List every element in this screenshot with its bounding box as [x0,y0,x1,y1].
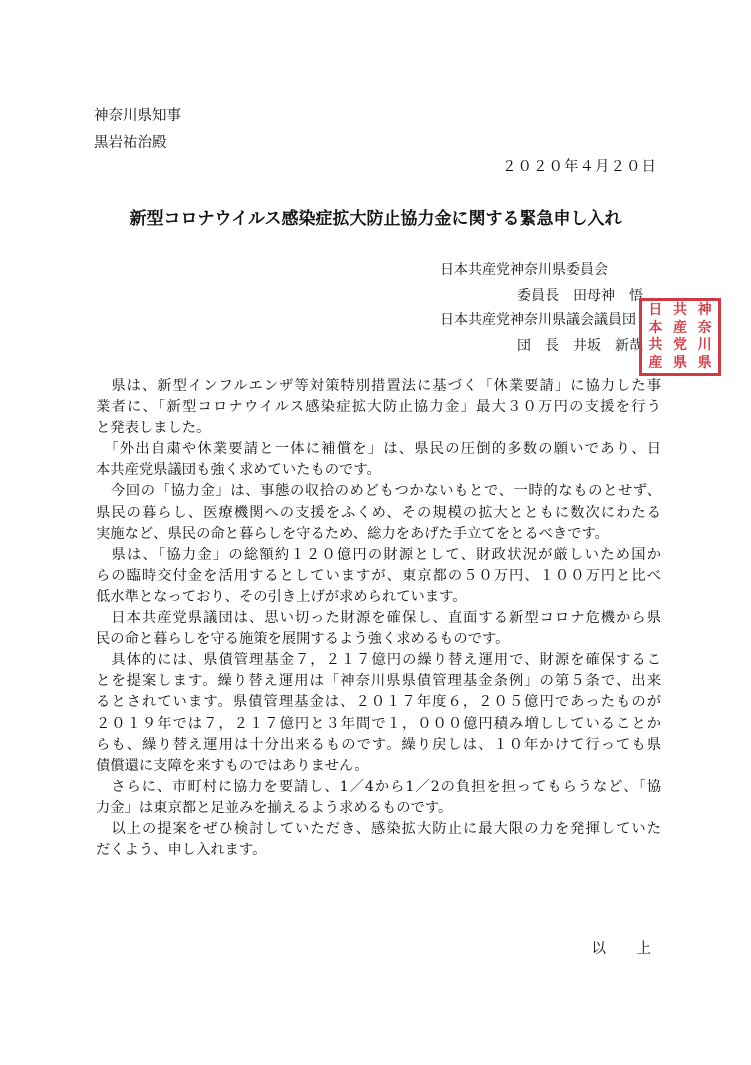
body-line: 民の命と暮らしを守る施策を展開するよう強く求めるものです。 [96,631,510,648]
seal-character: 県 [697,354,712,371]
body-line: さらに、市町村に協力を要請し、1／4から1／2の負担を担ってもらうなど、「協 [96,778,661,795]
body-line: 業者に、「新型コロナウイルス感染症拡大防止協力金」最大３０万円の支援を行う [96,399,661,416]
sender-person-1: 委員長 田母神 悟 [517,288,643,304]
body-line: るとされています。県債管理基金は、２０１７年度６，２０５億円であったものが [96,694,661,711]
body-line: 県民の暮らし、医療機関への支援をふくめ、その規模の拡大とともに数次にわたる [96,504,661,521]
body-line: 具体的には、県債管理基金７，２１７億円の繰り替え運用で、財源を確保するこ [96,652,661,669]
body-line: 県は、「協力金」の総額約１２０億円の財源として、財政状況が厳しいため国か [96,546,661,563]
body-line: 低水準となっており、その引き上げが求められています。 [96,588,467,605]
body-line: ２０１９年では７，２１７億円と３年間で１，０００億円積み増ししていることか [96,715,661,732]
body-line: 実施など、県民の命と暮らしを守るため、総力をあげた手立てをとるべきです。 [96,525,609,542]
official-seal-stamp [639,298,721,376]
body-line: 力金」は東京都と足並みを揃えるよう求めるものです。 [96,799,453,816]
seal-character: 奈 [697,319,712,336]
recipient-title: 神奈川県知事 [94,108,181,124]
body-line: 「外出自粛や休業要請と一体に補償を」は、県民の圧倒的多数の願いであり、日 [96,441,661,458]
body-line: 以上の提案をぜひ検討していただき、感染拡大防止に最大限の力を発揮していた [96,820,661,837]
recipient-name: 黒岩祐治殿 [94,135,167,151]
body-line: 今回の「協力金」は、事態の収拾のめどもつかないもとで、一時的なものとせず、 [96,483,661,500]
body-line: らも、繰り替え運用は十分出来るものです。繰り戻しは、１０年かけて行っても県 [96,736,661,753]
sender-org-1: 日本共産党神奈川県委員会 [440,262,608,278]
body-line: らの臨時交付金を活用するとしていますが、東京都の５０万円、１００万円と比べ [96,567,661,584]
body-line: と発表しました。 [96,420,211,437]
seal-character: 本 [648,319,663,336]
body-line: 債償還に支障を来すものではありません。 [96,757,369,774]
seal-character: 県 [672,354,687,371]
seal-character: 産 [648,354,663,371]
seal-character: 共 [672,302,687,318]
closing-remark: 以 上 [591,941,659,957]
seal-character: 日 [648,302,663,318]
body-line: とを提案します。繰り替え運用は「神奈川県県債管理基金条例」の第５条で、出来 [96,673,661,690]
document-title: 新型コロナウイルス感染症拡大防止協力金に関する緊急申し入れ [129,209,622,229]
sender-person-2: 団 長 井坂 新哉 [517,338,643,354]
seal-character: 神 [697,302,712,318]
body-line: だくよう、申し入れます。 [96,842,267,859]
seal-character: 川 [697,337,712,353]
seal-character: 共 [648,337,663,353]
body-line: 県は、新型インフルエンザ等対策特別措置法に基づく「休業要請」に協力した事 [96,378,661,394]
sender-org-2: 日本共産党神奈川県議会議員団 [440,312,636,328]
body-line: 日本共産党県議団は、思い切った財源を確保し、直面する新型コロナ危機から県 [96,610,661,627]
seal-character: 党 [672,337,687,353]
document-date: ２０２０年４月２０日 [502,159,657,175]
body-line: 本共産党県議団も強く求めていたものです。 [96,462,381,479]
seal-character: 産 [672,319,687,336]
document-body [96,376,661,861]
